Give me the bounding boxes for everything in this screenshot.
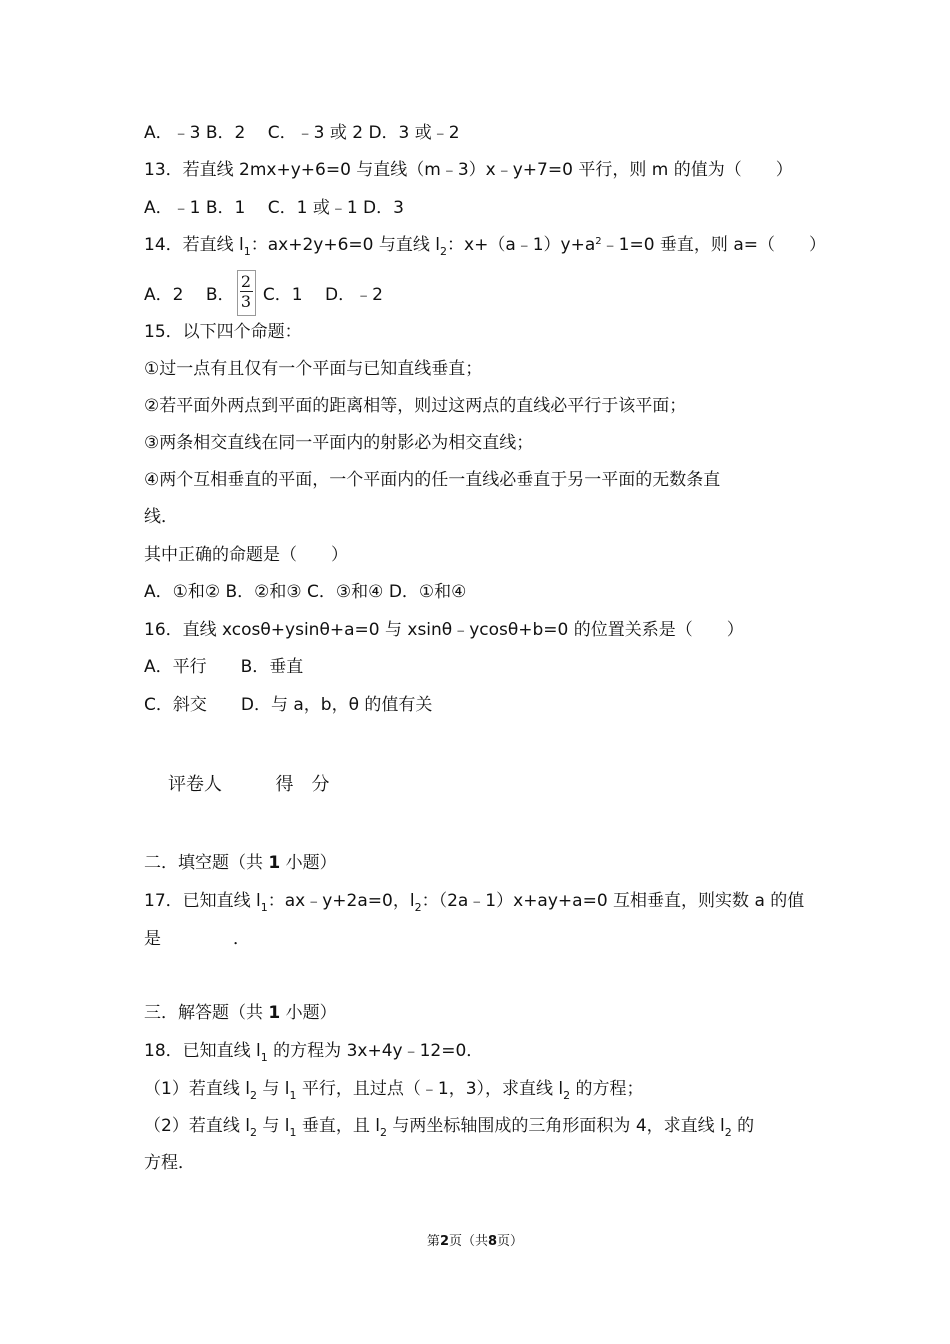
page-footer: 第2页（共8页） (426, 1234, 524, 1249)
q15-proposition-3: ③两条相交直线在同一平面内的射影必为相交直线； (144, 433, 534, 453)
q18-stem: 18．已知直线 $l_1$ 的方程为 3x+4y﹣12=0． (144, 1041, 484, 1064)
q15-proposition-4: ④两个互相垂直的平面，一个平面内的任一直线必垂直于另一平面的无数条直 (144, 470, 721, 490)
q15-ask: 其中正确的命题是（ ） (144, 545, 348, 565)
q16-options-2: C．斜交 D．与 a，b，θ 的值有关 (144, 695, 433, 715)
q14-options: A．2 B． $\frac{2}{3}$ C．1 D．﹣2 (144, 272, 383, 318)
q18-part-1: （1）若直线 $l_2$ 与 $l_1$ 平行，且过点（﹣1，3），求直线 $l_2$ 的方程； (144, 1079, 644, 1102)
fraction-two-thirds: $\frac{2}{3}$ (237, 270, 256, 316)
section3-heading: 三．解答题（共 1 小题） (144, 1003, 337, 1023)
q18-part-2-cont: 方程． (144, 1153, 195, 1173)
q17-answer-line: 是 ． (144, 929, 250, 949)
q15-proposition-4-cont: 线． (144, 507, 178, 527)
q12-options: A．﹣3 B．2 C．﹣3 或 2 D．3 或﹣2 (144, 123, 460, 143)
grader-label: 评卷人 (168, 774, 222, 795)
q16-stem: 16．直线 xcosθ+ysinθ+a=0 与 xsinθ﹣ycosθ+b=0 的位置关系是（ ） (144, 620, 744, 640)
q15-stem: 15．以下四个命题： (144, 322, 302, 342)
q16-options-1: A．平行 B．垂直 (144, 657, 304, 677)
q15-proposition-2: ②若平面外两点到平面的距离相等，则过这两点的直线必平行于该平面； (144, 396, 687, 416)
q15-proposition-1: ①过一点有且仅有一个平面与已知直线垂直； (144, 359, 483, 379)
q17-stem: 17．已知直线 $l_1$：ax﹣y+2a=0，$l_2$：（2a﹣1）x+ay+a=0 互相垂直，则实数 a 的值 (144, 891, 805, 914)
q13-stem: 13．若直线 2mx+y+6=0 与直线（m﹣3）x﹣y+7=0 平行，则 m 的值为（ ） (144, 160, 793, 180)
q14-stem: 14．若直线 $l_1$：ax+2y+6=0 与直线 $l_2$：$x+(a﹣1)y+a^2﹣1=0$ 垂直，则 a=（ ） (144, 235, 827, 258)
q13-options: A．﹣1 B．1 C．1 或﹣1 D．3 (144, 198, 404, 218)
section2-heading: 二．填空题（共 1 小题） (144, 853, 337, 873)
q18-part-2: （2）若直线 $l_2$ 与 $l_1$ 垂直，且 $l_2$ 与两坐标轴围成的三角形面积为 4，求直线 $l_2$ 的 (144, 1116, 755, 1139)
q15-options: A．①和② B．②和③ C．③和④ D．①和④ (144, 582, 467, 602)
score-label: 得 分 (275, 774, 330, 795)
score-box (168, 770, 329, 796)
